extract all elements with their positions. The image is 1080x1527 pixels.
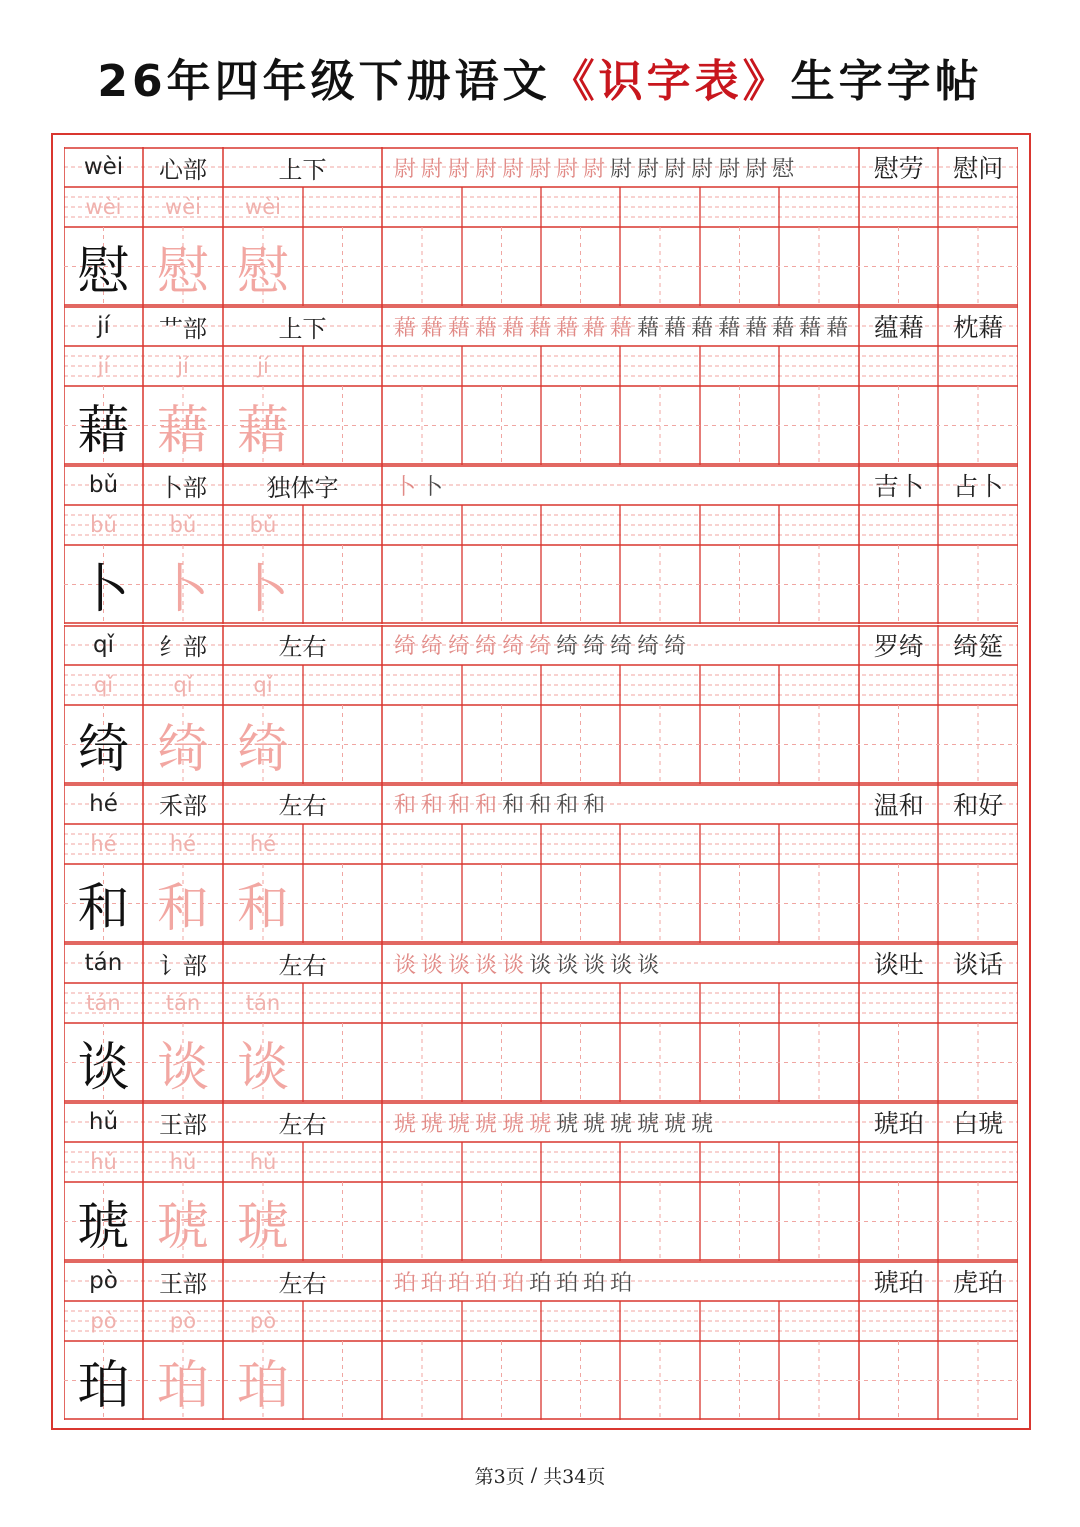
stroke-order: 琥 琥 琥 琥 琥 琥 琥 琥 琥 琥 琥 琥 [394, 1111, 719, 1137]
trace-pinyin: hé [90, 831, 117, 856]
trace-pinyin: bǔ [169, 513, 197, 538]
page-total: 共34页 [543, 1465, 606, 1488]
trace-pinyin: jí [97, 354, 110, 379]
example-word: 占卜 [953, 472, 1004, 502]
trace-pinyin: wèi [85, 195, 122, 219]
trace-character: 藉 [156, 401, 209, 462]
trace-pinyin: tán [86, 991, 121, 1015]
model-character: 谈 [77, 1038, 130, 1098]
character-block [64, 1102, 1018, 1261]
title-suffix: 生字字帖 [790, 56, 983, 107]
example-words [859, 147, 1018, 187]
trace-character: 谈 [156, 1038, 209, 1098]
character-block [64, 465, 1018, 624]
example-word: 绮筵 [953, 631, 1004, 661]
radical-label: 卜部 [159, 473, 207, 502]
trace-pinyin: jí [177, 354, 189, 379]
model-character: 慰 [77, 242, 130, 302]
example-word: 慰劳 [873, 154, 924, 183]
example-words [859, 625, 1018, 665]
model-character: 琥 [77, 1197, 130, 1258]
trace-pinyin: pò [169, 1309, 197, 1334]
structure-label: 左右 [278, 1110, 327, 1139]
model-character: 卜 [77, 560, 130, 621]
trace-pinyin: qǐ [93, 672, 114, 697]
radical-label: 心部 [159, 155, 207, 184]
example-word: 谈吐 [873, 950, 924, 979]
example-word: 枕藉 [953, 313, 1004, 343]
character-block [64, 625, 1018, 784]
structure-label: 上下 [278, 314, 327, 343]
example-word: 吉卜 [873, 472, 924, 502]
page-separator: / [530, 1464, 538, 1486]
example-words [859, 1102, 1018, 1142]
title-prefix: 26年四年级下册语文 [97, 56, 551, 107]
stroke-order: 藉 藉 藉 藉 藉 藉 藉 藉 藉 藉 藉 藉 藉 藉 藉 藉 藉 [394, 315, 854, 341]
radical-label: 纟部 [159, 633, 207, 662]
model-character: 绮 [77, 719, 130, 780]
trace-character: 和 [236, 878, 289, 939]
example-word: 虎珀 [953, 1268, 1004, 1298]
trace-character: 珀 [156, 1356, 209, 1417]
trace-pinyin: jí [257, 354, 269, 379]
trace-character: 琥 [236, 1197, 289, 1258]
trace-pinyin: qǐ [253, 672, 273, 697]
pinyin-label: hé [89, 790, 118, 817]
pinyin-label: pò [89, 1268, 118, 1295]
example-words [859, 306, 1018, 346]
trace-character: 琥 [156, 1197, 209, 1258]
trace-pinyin: bǔ [90, 513, 117, 538]
trace-pinyin: qǐ [173, 672, 193, 697]
structure-label: 上下 [278, 155, 327, 184]
character-block [64, 784, 1018, 943]
trace-pinyin: wèi [245, 195, 281, 219]
stroke-order: 和 和 和 和 和 和 和 和 [394, 793, 611, 819]
trace-character: 藉 [236, 401, 289, 462]
example-words [859, 784, 1018, 824]
stroke-order: 卜 卜 [394, 474, 449, 500]
example-words [859, 465, 1018, 505]
trace-pinyin: tán [165, 991, 201, 1015]
example-word: 温和 [873, 790, 924, 820]
example-word: 罗绮 [873, 631, 924, 661]
example-word: 和好 [953, 790, 1004, 820]
example-word: 琥珀 [873, 1268, 924, 1298]
page-title [0, 42, 1080, 112]
trace-pinyin: hǔ [169, 1150, 197, 1175]
trace-character: 卜 [156, 560, 209, 621]
example-words [859, 1261, 1018, 1301]
structure-label: 左右 [278, 633, 327, 662]
stroke-order: 谈 谈 谈 谈 谈 谈 谈 谈 谈 谈 [394, 952, 665, 978]
trace-pinyin: hǔ [249, 1150, 277, 1175]
character-block [64, 1261, 1018, 1420]
radical-label: 王部 [159, 1110, 207, 1139]
pinyin-label: qǐ [93, 631, 114, 658]
character-block [64, 943, 1018, 1102]
example-word: 蕴藉 [873, 313, 924, 343]
character-block [64, 306, 1018, 465]
trace-pinyin: hé [169, 831, 197, 856]
trace-pinyin: tán [245, 991, 281, 1015]
radical-label: 艹部 [159, 314, 207, 343]
trace-pinyin: wèi [165, 195, 201, 219]
trace-pinyin: hé [249, 831, 277, 856]
page-number: 第3页 [474, 1465, 525, 1488]
structure-label: 左右 [278, 792, 327, 821]
stroke-order: 绮 绮 绮 绮 绮 绮 绮 绮 绮 绮 绮 [394, 634, 692, 660]
pinyin-label: bǔ [88, 472, 119, 499]
title-accent: 《识字表》 [550, 56, 791, 107]
structure-label: 左右 [278, 1269, 327, 1298]
trace-character: 绮 [156, 719, 209, 780]
trace-character: 谈 [236, 1038, 289, 1098]
radical-label: 王部 [159, 1269, 207, 1298]
trace-pinyin: pò [249, 1309, 277, 1334]
radical-label: 禾部 [159, 792, 207, 821]
character-block [64, 147, 1018, 306]
example-word: 谈话 [953, 950, 1004, 979]
radical-label: 讠部 [159, 951, 207, 980]
structure-label: 独体字 [266, 473, 339, 502]
trace-pinyin: hǔ [90, 1150, 117, 1175]
trace-character: 和 [156, 878, 209, 939]
structure-label: 左右 [278, 951, 327, 980]
trace-character: 绮 [236, 719, 289, 780]
model-character: 珀 [77, 1356, 130, 1417]
stroke-order: 珀 珀 珀 珀 珀 珀 珀 珀 珀 [394, 1270, 638, 1296]
trace-character: 慰 [156, 242, 209, 302]
example-word: 慰问 [953, 154, 1004, 183]
trace-pinyin: bǔ [249, 513, 277, 538]
trace-character: 慰 [236, 242, 289, 302]
pinyin-label: jí [97, 313, 110, 340]
example-words [859, 943, 1018, 983]
model-character: 藉 [77, 401, 130, 462]
example-word: 白琥 [953, 1109, 1004, 1139]
example-word: 琥珀 [873, 1109, 924, 1139]
page-footer [0, 1460, 1080, 1490]
model-character: 和 [77, 878, 130, 939]
trace-character: 卜 [236, 560, 289, 621]
trace-character: 珀 [236, 1356, 289, 1417]
pinyin-label: tán [84, 950, 123, 976]
pinyin-label: hǔ [88, 1109, 119, 1136]
pinyin-label: wèi [83, 154, 124, 180]
trace-pinyin: pò [90, 1309, 117, 1334]
stroke-order: 尉 尉 尉 尉 尉 尉 尉 尉 尉 尉 尉 尉 尉 尉 慰 [394, 156, 800, 182]
